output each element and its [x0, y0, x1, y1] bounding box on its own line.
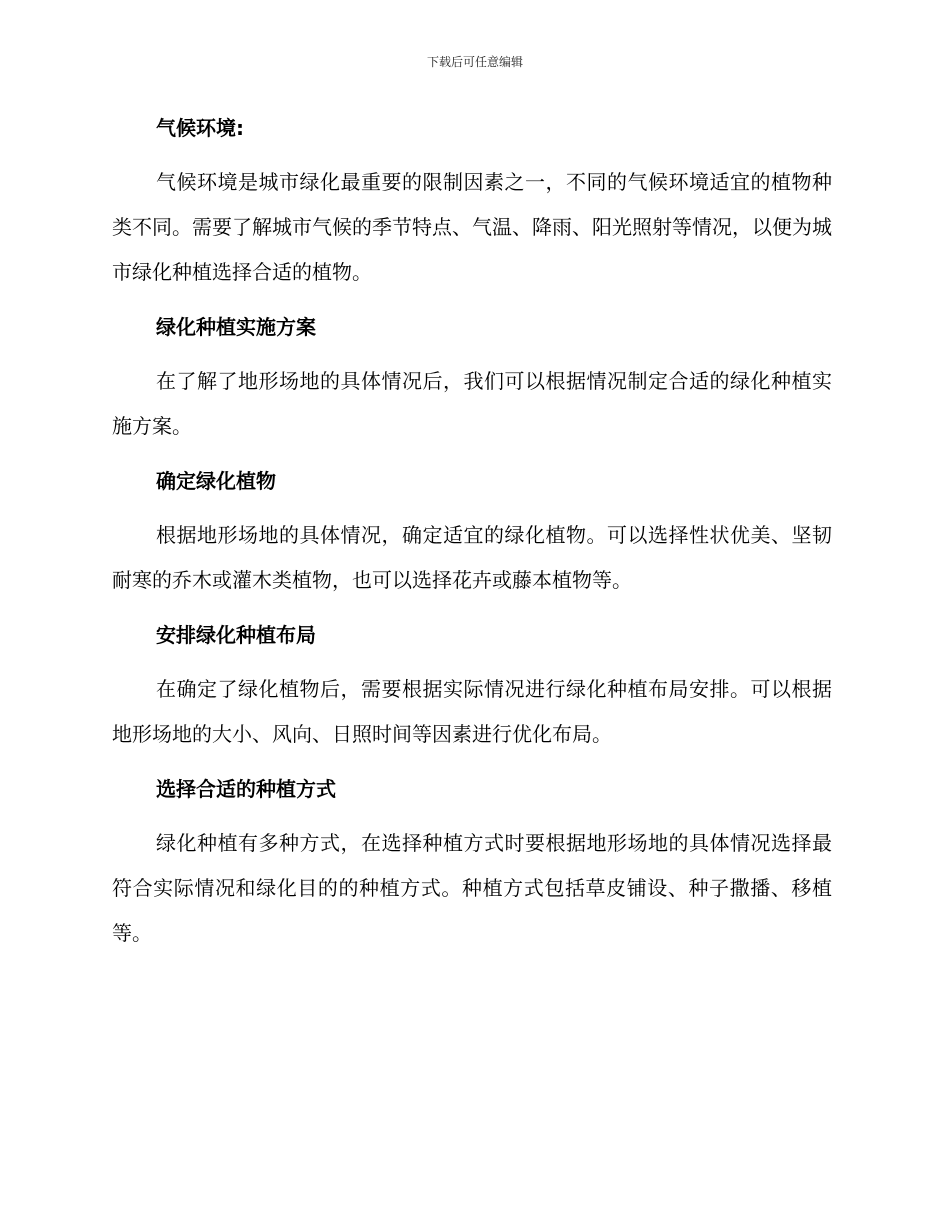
section-heading: 确定绿化植物 [156, 469, 276, 493]
section-paragraph: 根据地形场地的具体情况，确定适宜的绿化植物。可以选择性状优美、坚韧耐寒的乔木或灌木类植物，也可以选择花卉或藤本植物等。 [112, 523, 832, 592]
section-paragraph: 在了解了地形场地的具体情况后，我们可以根据情况制定合适的绿化种植实施方案。 [112, 369, 832, 438]
section-heading: 绿化种植实施方案 [156, 315, 316, 339]
document-body [112, 110, 832, 970]
section-method [112, 771, 832, 956]
section-paragraph: 气候环境是城市绿化最重要的限制因素之一，不同的气候环境适宜的植物种类不同。需要了解城市气候的季节特点、气温、降雨、阳光照射等情况，以便为城市绿化种植选择合适的植物。 [112, 170, 832, 284]
section-layout [112, 617, 832, 757]
page-header: 下载后可任意编辑 [426, 55, 523, 69]
section-heading: 气候环境: [156, 116, 244, 140]
section-plan [112, 309, 832, 449]
section-plants [112, 463, 832, 603]
section-paragraph: 在确定了绿化植物后，需要根据实际情况进行绿化种植布局安排。可以根据地形场地的大小、风向、日照时间等因素进行优化布局。 [112, 677, 832, 746]
section-heading: 安排绿化种植布局 [156, 623, 316, 647]
section-climate [112, 110, 832, 295]
section-paragraph: 绿化种植有多种方式，在选择种植方式时要根据地形场地的具体情况选择最符合实际情况和绿化目的的种植方式。种植方式包括草皮铺设、种子撒播、移植等。 [112, 831, 832, 945]
section-heading: 选择合适的种植方式 [156, 777, 336, 801]
